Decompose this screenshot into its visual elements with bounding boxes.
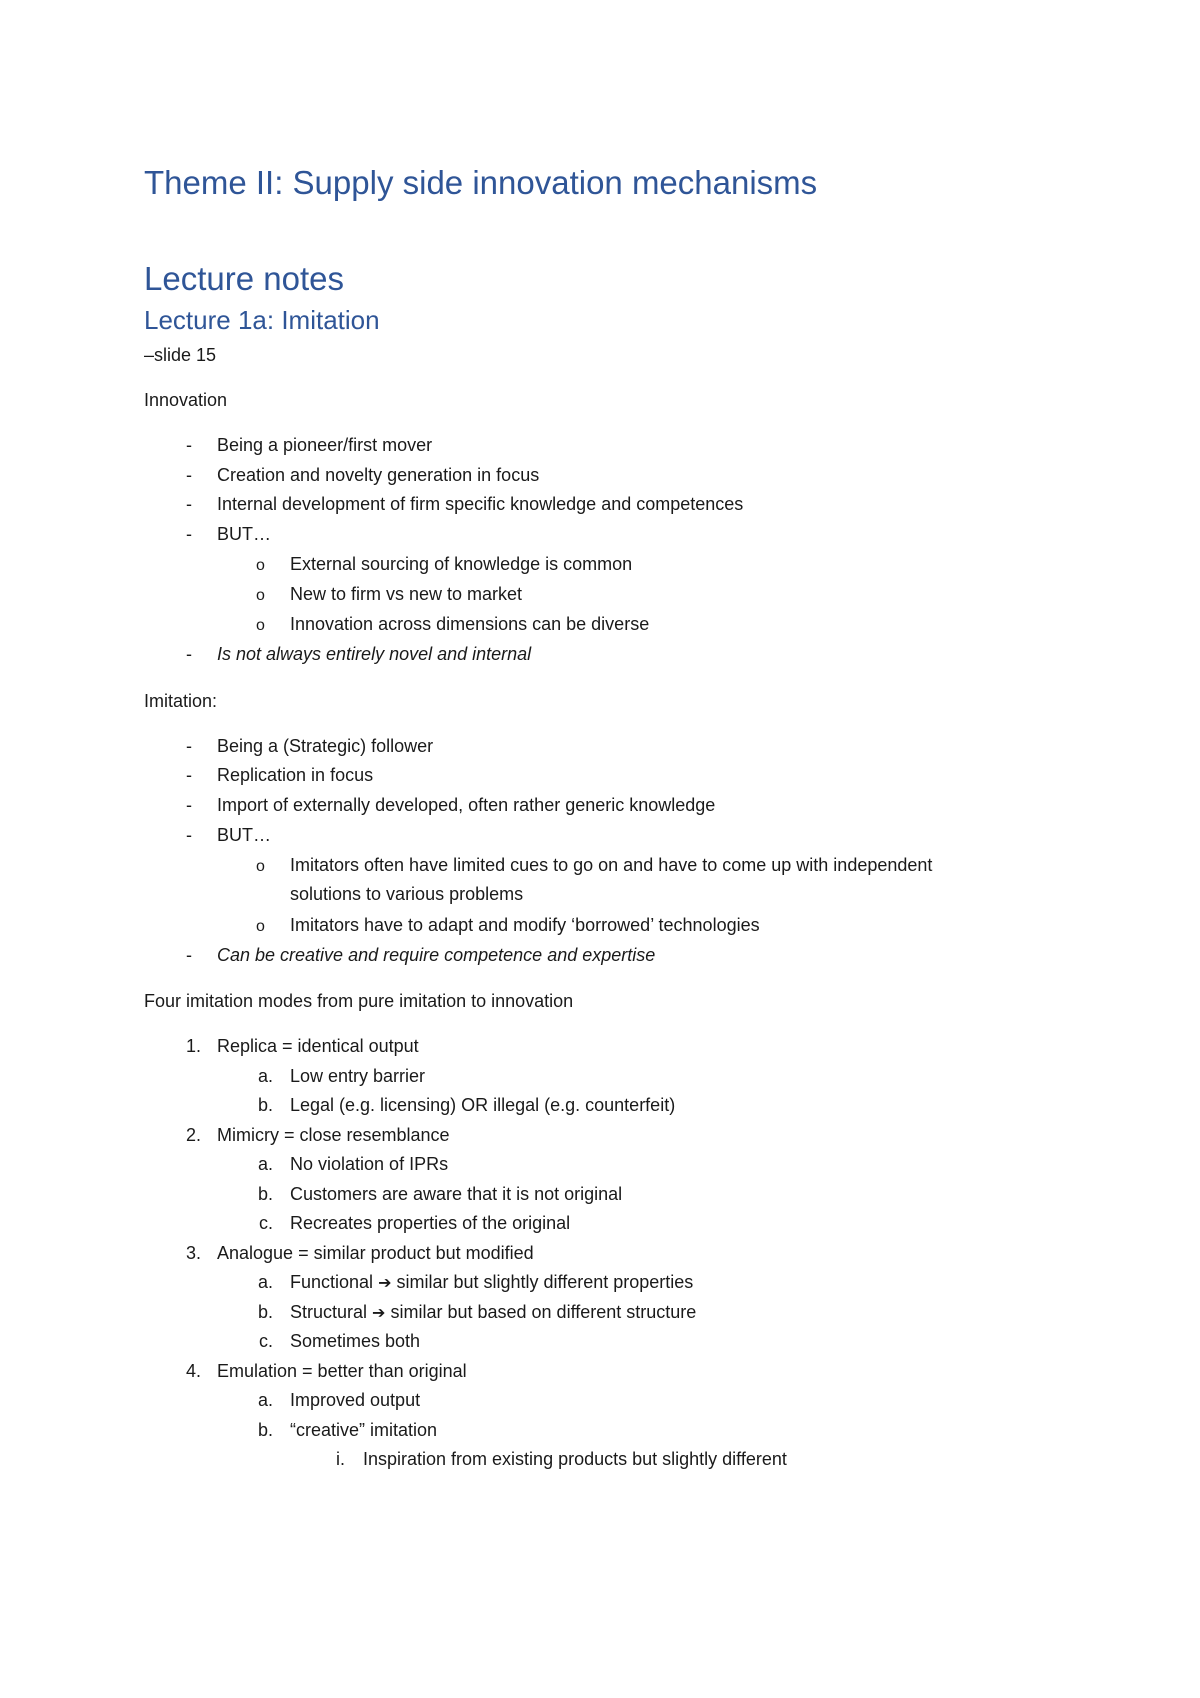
dash-marker: - bbox=[186, 524, 192, 544]
bullet-marker: o bbox=[256, 617, 265, 634]
section-title-modes: Four imitation modes from pure imitation to innovation bbox=[144, 991, 574, 1011]
sub-list-item: New to firm vs new to market bbox=[290, 584, 523, 604]
section-title-imitation: Imitation: bbox=[144, 691, 218, 711]
bullet-marker: o bbox=[256, 557, 265, 574]
mode-sub-item bbox=[290, 1272, 693, 1294]
sub-list-item: External sourcing of knowledge is common bbox=[290, 554, 633, 574]
heading-lecture-1a: Lecture 1a: Imitation bbox=[144, 305, 380, 335]
list-number: 4. bbox=[185, 1361, 201, 1381]
list-item: Replication in focus bbox=[217, 765, 374, 785]
list-letter: c. bbox=[258, 1213, 273, 1233]
list-number: 3. bbox=[185, 1243, 201, 1263]
list-letter: a. bbox=[257, 1390, 273, 1410]
list-number: 2. bbox=[185, 1125, 201, 1145]
list-item: Internal development of firm specific knowledge and competences bbox=[217, 494, 744, 514]
mode-sub-sub-item: Inspiration from existing products but slightly different bbox=[363, 1449, 787, 1469]
dash-marker: - bbox=[186, 795, 192, 815]
heading-lecture-notes: Lecture notes bbox=[144, 260, 344, 297]
list-item-italic: Can be creative and require competence and expertise bbox=[217, 945, 656, 965]
document-title: Theme II: Supply side innovation mechanisms bbox=[144, 164, 818, 201]
dash-marker: - bbox=[186, 736, 192, 756]
mode-sub-item bbox=[290, 1302, 696, 1324]
section-title-innovation: Innovation bbox=[144, 390, 228, 410]
bullet-marker: o bbox=[256, 587, 265, 604]
mode-sub-item: Improved output bbox=[290, 1390, 421, 1410]
right-arrow-icon: ➔ bbox=[378, 1273, 392, 1292]
list-item: BUT… bbox=[217, 825, 271, 845]
bullet-marker: o bbox=[256, 918, 265, 935]
sub-list-item: Imitators often have limited cues to go on and have to come up with independent bbox=[290, 855, 933, 875]
sub-list-item: Innovation across dimensions can be diverse bbox=[290, 614, 650, 634]
list-letter: b. bbox=[257, 1095, 273, 1115]
mode-label: Emulation = better than original bbox=[217, 1361, 467, 1381]
list-roman: i. bbox=[336, 1449, 345, 1469]
dash-marker: - bbox=[186, 825, 192, 845]
mode-sub-item: Low entry barrier bbox=[290, 1066, 426, 1086]
mode-label: Analogue = similar product but modified bbox=[217, 1243, 534, 1263]
dash-marker: - bbox=[186, 765, 192, 785]
slide-reference: –slide 15 bbox=[144, 345, 217, 365]
mode-sub-item-prefix: Functional bbox=[290, 1272, 374, 1292]
sub-list-item-continuation: solutions to various problems bbox=[290, 884, 524, 904]
list-item-italic: Is not always entirely novel and internal bbox=[217, 644, 532, 664]
mode-sub-item-text: similar but slightly different properties bbox=[396, 1272, 694, 1292]
bullet-marker: o bbox=[256, 858, 265, 875]
right-arrow-icon: ➔ bbox=[372, 1303, 386, 1322]
list-letter: b. bbox=[257, 1420, 273, 1440]
mode-sub-item-prefix: Structural bbox=[290, 1302, 368, 1322]
dash-marker: - bbox=[186, 465, 192, 485]
mode-sub-item-text: similar but based on different structure bbox=[390, 1302, 697, 1322]
list-letter: a. bbox=[257, 1154, 273, 1174]
list-item: Import of externally developed, often rather generic knowledge bbox=[217, 795, 716, 815]
dash-marker: - bbox=[186, 945, 192, 965]
list-letter: b. bbox=[257, 1184, 273, 1204]
list-letter: c. bbox=[258, 1331, 273, 1351]
mode-sub-item: Sometimes both bbox=[290, 1331, 421, 1351]
list-item: Being a (Strategic) follower bbox=[217, 736, 434, 756]
mode-label: Mimicry = close resemblance bbox=[217, 1125, 450, 1145]
list-number: 1. bbox=[185, 1036, 201, 1056]
mode-label: Replica = identical output bbox=[217, 1036, 419, 1056]
list-item: Being a pioneer/first mover bbox=[217, 435, 433, 455]
list-letter: b. bbox=[257, 1302, 273, 1322]
list-letter: a. bbox=[257, 1066, 273, 1086]
mode-sub-item: No violation of IPRs bbox=[290, 1154, 449, 1174]
dash-marker: - bbox=[186, 494, 192, 514]
list-letter: a. bbox=[257, 1272, 273, 1292]
mode-sub-item: “creative” imitation bbox=[290, 1420, 438, 1440]
list-item: BUT… bbox=[217, 524, 271, 544]
list-item: Creation and novelty generation in focus bbox=[217, 465, 540, 485]
mode-sub-item: Customers are aware that it is not original bbox=[290, 1184, 623, 1204]
mode-sub-item: Recreates properties of the original bbox=[290, 1213, 571, 1233]
sub-list-item: Imitators have to adapt and modify ‘borrowed’ technologies bbox=[290, 915, 760, 935]
dash-marker: - bbox=[186, 435, 192, 455]
mode-sub-item: Legal (e.g. licensing) OR illegal (e.g. counterfeit) bbox=[290, 1095, 676, 1115]
dash-marker: - bbox=[186, 644, 192, 664]
